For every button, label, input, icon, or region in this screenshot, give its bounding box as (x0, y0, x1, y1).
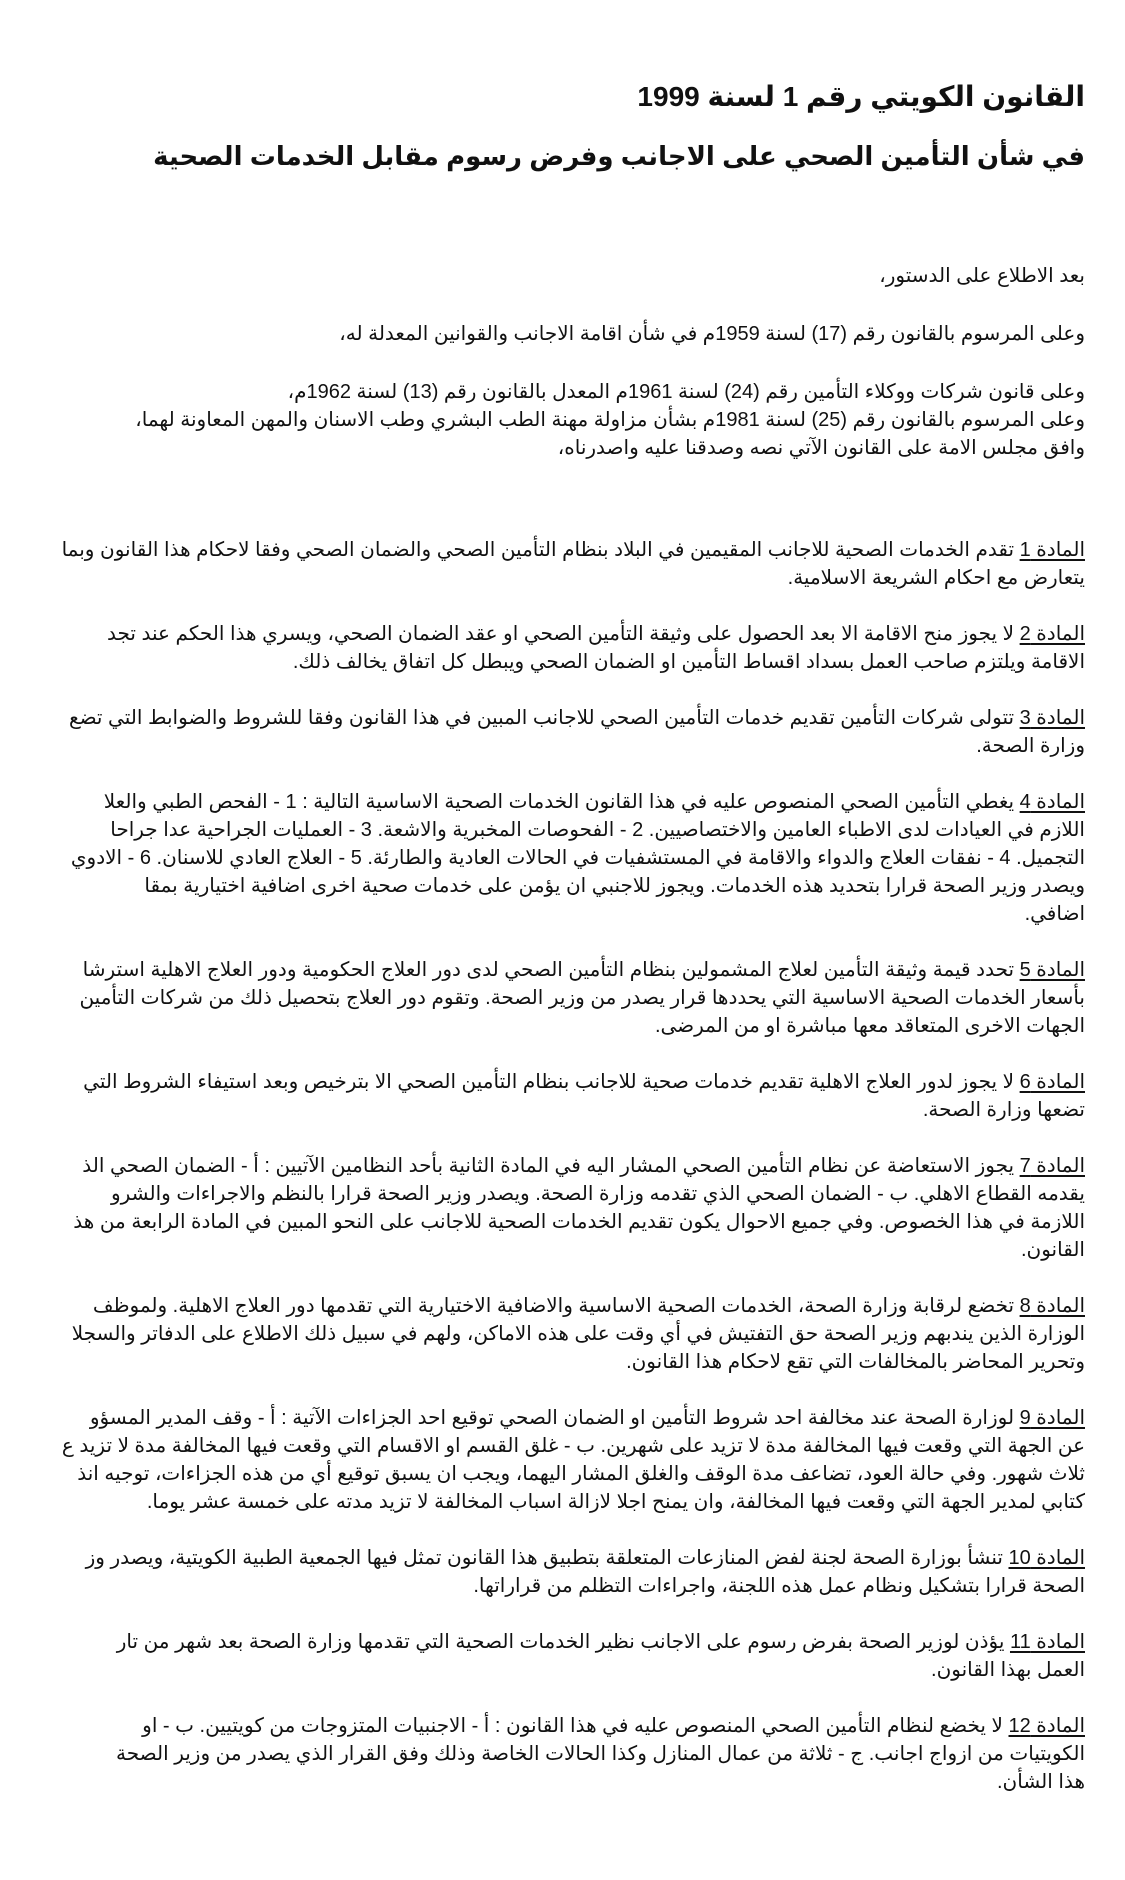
article-9 (0, 1404, 1085, 1516)
article-heading: المادة 10 (1008, 1547, 1085, 1569)
article-text: لا يجوز لدور العلاج الاهلية تقديم خدمات صحية للاجانب بنظام التأمين الصحي الا بترخيص وبعد استيفاء الشروط التي (83, 1071, 1020, 1093)
article-line (0, 1712, 1085, 1740)
article-line: بأسعار الخدمات الصحية الاساسية التي يحددها قرار يصدر من وزير الصحة. وتقوم دور العلاج بتحصيل ذلك من شركات التأمين (79, 987, 1085, 1009)
article-4 (0, 788, 1085, 928)
article-line: الصحة قرارا بتشكيل ونظام عمل هذه اللجنة، واجراءات التظلم من قراراتها. (473, 1575, 1085, 1597)
article-line (0, 1544, 1085, 1572)
article-line (0, 788, 1085, 816)
article-line (0, 620, 1085, 648)
article-line: العمل بهذا القانون. (931, 1659, 1085, 1681)
article-text: يغطي التأمين الصحي المنصوص عليه في هذا القانون الخدمات الصحية الاساسية التالية : 1 - الفحص الطبي والعلا (103, 791, 1020, 813)
article-text: تحدد قيمة وثيقة التأمين لعلاج المشمولين بنظام التأمين الصحي لدى دور العلاج الحكومية ودور العلاج الاهلية استرشا (82, 959, 1020, 981)
article-line: التجميل. 4 - نفقات العلاج والدواء والاقامة في المستشفيات في الحالات العادية والطارئة. 5 - العلاج العادي للاسنان. 6 - الادوي (70, 847, 1085, 869)
article-3 (0, 704, 1085, 760)
article-2 (0, 620, 1085, 676)
article-heading: المادة 7 (1019, 1155, 1085, 1177)
article-line: الاقامة ويلتزم صاحب العمل بسداد اقساط التأمين او الضمان الصحي ويبطل كل اتفاق يخالف ذلك. (292, 651, 1085, 673)
article-heading: المادة 5 (1019, 959, 1085, 981)
article-text: لا يخضع لنظام التأمين الصحي المنصوص عليه في هذا القانون : أ - الاجنبيات المتزوجات من كويتيين. ب - او (142, 1715, 1009, 1737)
law-document (0, 60, 1085, 1824)
article-6 (0, 1068, 1085, 1124)
preamble-line: وعلى قانون شركات ووكلاء التأمين رقم (24) لسنة 1961م المعدل بالقانون رقم (13) لسنة 1962م، (287, 381, 1085, 403)
article-7 (0, 1152, 1085, 1264)
article-line: يتعارض مع احكام الشريعة الاسلامية. (787, 567, 1085, 589)
article-line: القانون. (1020, 1239, 1085, 1261)
article-line: اضافي. (1024, 903, 1085, 925)
article-line: اللازمة في هذا الخصوص. وفي جميع الاحوال يكون تقديم الخدمات الصحية للاجانب على النحو المبين في المادة الرابعة من هذ (73, 1211, 1085, 1233)
preamble-line: بعد الاطلاع على الدستور، (879, 265, 1085, 287)
article-line (0, 1068, 1085, 1096)
article-heading: المادة 1 (1019, 539, 1085, 561)
article-heading: المادة 9 (1019, 1407, 1085, 1429)
article-text: يجوز الاستعاضة عن نظام التأمين الصحي المشار اليه في المادة الثانية بأحد النظامين الآتيين : أ - الضمان الصحي الذ (82, 1155, 1020, 1177)
article-heading: المادة 12 (1008, 1715, 1085, 1737)
article-text: لوزارة الصحة عند مخالفة احد شروط التأمين او الضمان الصحي توقيع احد الجزاءات الآتية : أ - وقف المدير المسؤو (89, 1407, 1020, 1429)
article-text: تتولى شركات التأمين تقديم خدمات التأمين الصحي للاجانب المبين في هذا القانون وفقا للشروط والضوابط التي تضع (68, 707, 1020, 729)
document-subtitle: في شأن التأمين الصحي على الاجانب وفرض رسوم مقابل الخدمات الصحية (153, 141, 1085, 171)
article-line (0, 704, 1085, 732)
article-heading: المادة 6 (1019, 1071, 1085, 1093)
article-11 (0, 1628, 1085, 1684)
preamble (0, 262, 1085, 462)
preamble-line: وعلى المرسوم بالقانون رقم (25) لسنة 1981م بشأن مزاولة مهنة الطب البشري وطب الاسنان والمهن المعاونة لهما، (135, 409, 1085, 431)
article-line: الوزارة الذين يندبهم وزير الصحة حق التفتيش في أي وقت على هذه الاماكن، ولهم في سبيل ذلك الاطلاع على الدفاتر والسجلا (71, 1323, 1085, 1345)
article-heading: المادة 8 (1019, 1295, 1085, 1317)
article-line: وتحرير المحاضر بالمخالفات التي تقع لاحكام هذا القانون. (626, 1351, 1085, 1373)
document-title: القانون الكويتي رقم 1 لسنة 1999 (637, 81, 1085, 112)
article-text: يؤذن لوزير الصحة بفرض رسوم على الاجانب نظير الخدمات الصحية التي تقدمها وزارة الصحة بعد شهر من تار (116, 1631, 1010, 1653)
preamble-line: وافق مجلس الامة على القانون الآتي نصه وصدقنا عليه واصدرناه، (557, 437, 1085, 459)
article-line (0, 1404, 1085, 1432)
article-line: هذا الشأن. (997, 1771, 1085, 1793)
preamble-line: وعلى المرسوم بالقانون رقم (17) لسنة 1959م في شأن اقامة الاجانب والقوانين المعدلة له، (339, 323, 1085, 345)
article-line (0, 1292, 1085, 1320)
article-heading: المادة 3 (1019, 707, 1085, 729)
article-line: الجهات الاخرى المتعاقد معها مباشرة او من المرضى. (654, 1015, 1085, 1037)
article-heading: المادة 4 (1019, 791, 1085, 813)
article-line: يقدمه القطاع الاهلي. ب - الضمان الصحي الذي تقدمه وزارة الصحة. ويصدر وزير الصحة قرارا بالنظم والاجراءات والشرو (110, 1183, 1085, 1205)
article-12 (0, 1712, 1085, 1796)
article-heading: المادة 2 (1019, 623, 1085, 645)
article-line (0, 956, 1085, 984)
article-line (0, 1628, 1085, 1656)
article-line: ثلاث شهور. وفي حالة العود، تضاعف مدة الوقف والغلق المشار اليهما، ويجب ان يسبق توقيع أي من هذه الجزاءات، توجيه انذ (77, 1463, 1085, 1485)
article-line: كتابي لمدير الجهة التي وقعت فيها المخالفة، وان يمنح اجلا لازالة اسباب المخالفة لا تزيد مدته على خمسة عشر يوما. (146, 1491, 1085, 1513)
article-line: وزارة الصحة. (976, 735, 1085, 757)
article-line: تضعها وزارة الصحة. (922, 1099, 1085, 1121)
article-heading: المادة 11 (1009, 1631, 1085, 1653)
article-line (0, 536, 1085, 564)
article-10 (0, 1544, 1085, 1600)
articles-list (0, 536, 1085, 1796)
article-line: الكويتيات من ازواج اجانب. ج - ثلاثة من عمال المنازل وكذا الحالات الخاصة وذلك وفق القرار الذي يصدر من وزير الصحة (116, 1743, 1085, 1765)
article-text: لا يجوز منح الاقامة الا بعد الحصول على وثيقة التأمين الصحي او عقد الضمان الصحي، ويسري هذا الحكم عند تجد (106, 623, 1020, 645)
article-line: اللازم في العيادات لدى الاطباء العامين والاختصاصيين. 2 - الفحوصات المخبرية والاشعة. 3 - العمليات الجراحية عدا جراحا (110, 819, 1085, 841)
article-1 (0, 536, 1085, 592)
article-text: تقدم الخدمات الصحية للاجانب المقيمين في البلاد بنظام التأمين الصحي والضمان الصحي وفقا لاحكام هذا القانون وبما (61, 539, 1020, 561)
article-5 (0, 956, 1085, 1040)
article-8 (0, 1292, 1085, 1376)
article-line (0, 1152, 1085, 1180)
article-text: تخضع لرقابة وزارة الصحة، الخدمات الصحية الاساسية والاضافية الاختيارية التي تقدمها دور العلاج الاهلية. ولموظف (92, 1295, 1020, 1317)
article-text: تنشأ بوزارة الصحة لجنة لفض المنازعات المتعلقة بتطبيق هذا القانون تمثل فيها الجمعية الطبية الكويتية، ويصدر وز (85, 1547, 1009, 1569)
article-line: ويصدر وزير الصحة قرارا بتحديد هذه الخدمات. ويجوز للاجنبي ان يؤمن على خدمات صحية اخرى اضافية اختيارية بمقا (144, 875, 1085, 897)
article-line: عن الجهة التي وقعت فيها المخالفة مدة لا تزيد على شهرين. ب - غلق القسم او الاقسام التي وقعت فيها المخالفة مدة لا تزيد ع (61, 1435, 1085, 1457)
